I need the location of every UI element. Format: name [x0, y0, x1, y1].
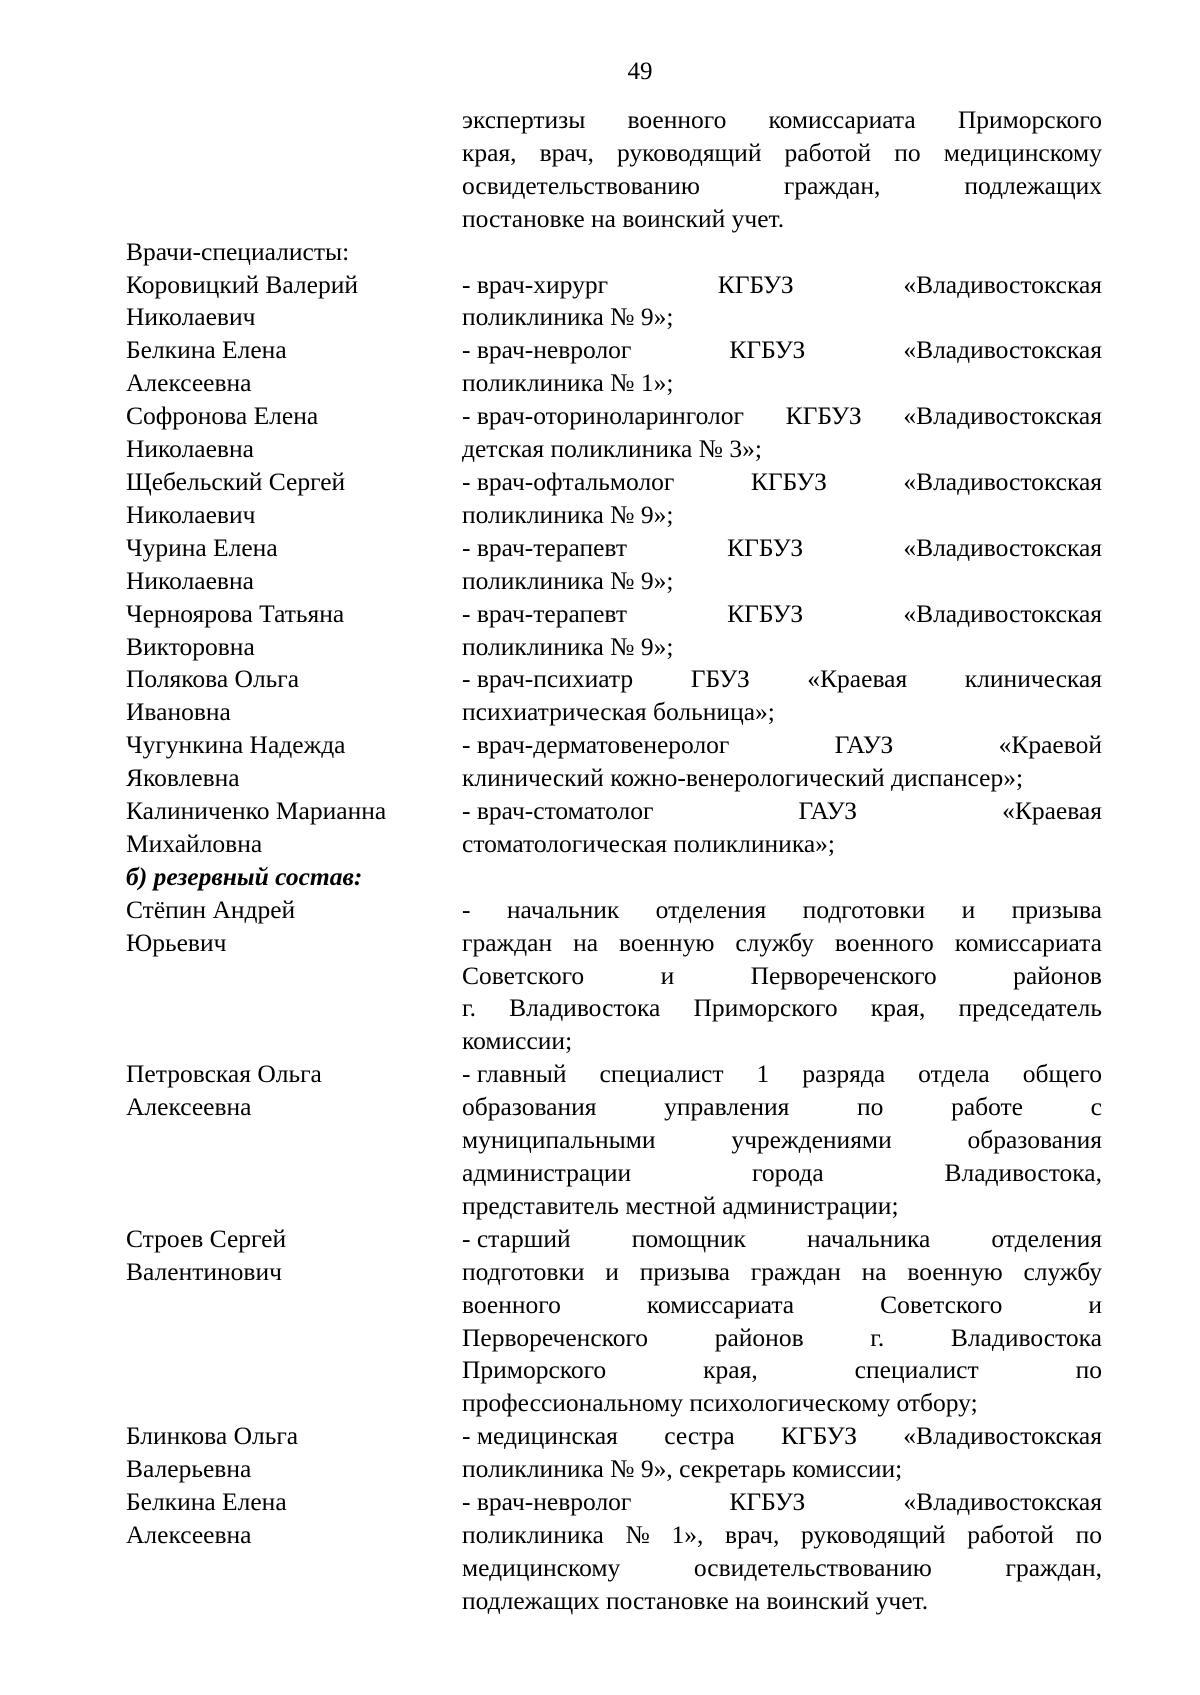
word: «Владивостокская [903, 1487, 1102, 1517]
word: освидетельствованию [462, 170, 700, 200]
word: - врач-дерматовенеролог [462, 730, 730, 760]
specialist-row [126, 334, 1102, 400]
text-line [462, 1058, 1102, 1091]
text-line [462, 269, 1102, 302]
word: «Владивостокская [903, 1421, 1102, 1451]
word: граждан, [783, 170, 881, 200]
word: подготовки [462, 1256, 585, 1286]
word: медицинскому [462, 1552, 621, 1582]
name-line: Алексеевна [126, 368, 252, 398]
word: Приморского [462, 1355, 607, 1385]
word: и [660, 960, 675, 990]
text-line [462, 795, 1102, 828]
word: учреждениями [731, 1125, 892, 1155]
word: г. [462, 993, 476, 1023]
member-role [462, 334, 1102, 400]
word: «Краевая [807, 664, 908, 694]
word: медицинскому [943, 137, 1102, 167]
text-line: представитель местной администрации; [462, 1190, 899, 1220]
word: врач, [539, 137, 594, 167]
name-line: Стёпин Андрей [126, 894, 296, 924]
member-name [126, 1420, 456, 1486]
name-line: Щебельский Сергей [126, 466, 346, 496]
specialist-row [126, 598, 1102, 664]
name-line: Черноярова Татьяна [126, 598, 345, 628]
text-line [462, 1256, 1102, 1289]
word: «Владивостокская [903, 335, 1102, 365]
name-line: Валерьевна [126, 1454, 252, 1484]
word: граждан [750, 1256, 841, 1286]
specialist-row [126, 729, 1102, 795]
word: ГБУЗ [690, 664, 750, 694]
word: администрации [462, 1158, 632, 1187]
reserve-member-row [126, 1420, 1102, 1486]
member-role [462, 1223, 1102, 1420]
text-line [462, 960, 1102, 993]
word: военную [907, 1256, 1003, 1286]
text-line [462, 1552, 1102, 1585]
word: отделения [655, 894, 767, 924]
word: «Краевой [998, 730, 1102, 760]
reserve-heading: б) резервный состав: [126, 861, 363, 891]
word: по [1075, 1355, 1102, 1385]
word: отделения [991, 1223, 1102, 1253]
intro-row [126, 104, 1102, 236]
member-name [126, 269, 456, 335]
text-line [462, 170, 1102, 203]
word: военную [619, 927, 715, 957]
text-line: подлежащих постановке на воинский учет. [462, 1585, 929, 1615]
word: № [625, 1519, 650, 1549]
word: Первореченского [462, 1322, 649, 1352]
word: КГБУЗ [717, 269, 794, 299]
word: - врач-офтальмолог [462, 466, 675, 496]
word: ГАУЗ [798, 796, 858, 826]
word: 1 [756, 1059, 770, 1089]
member-name [126, 795, 456, 861]
text-line: поликлиника № 9»; [462, 565, 674, 595]
text-line [462, 1486, 1102, 1519]
member-name [126, 1223, 456, 1289]
text-line [462, 400, 1102, 433]
word: края, [870, 993, 926, 1023]
text-line [462, 598, 1102, 631]
word: граждан [462, 927, 553, 957]
member-name [126, 598, 456, 664]
word: - врач-невролог [462, 335, 632, 365]
text-line [462, 137, 1102, 170]
specialist-row [126, 795, 1102, 861]
reserve-member-row [126, 894, 1102, 1059]
specialist-row [126, 400, 1102, 466]
word: «Владивостокская [903, 598, 1102, 628]
member-role [462, 269, 1102, 335]
word: Приморского [957, 105, 1102, 134]
name-line: Белкина Елена [126, 1487, 287, 1517]
word: и [961, 894, 976, 924]
word: работой [967, 1519, 1054, 1549]
word: «Краевая [1002, 796, 1102, 826]
word: руководящий [801, 1519, 946, 1549]
word: - врач-терапевт [462, 532, 627, 562]
word: ГАУЗ [834, 730, 894, 760]
word: Советского [880, 1289, 1003, 1319]
text-line [462, 1519, 1102, 1552]
word: края, [703, 1355, 758, 1385]
text-line [462, 334, 1102, 367]
text-line: психиатрическая больница»; [462, 697, 775, 727]
word: 1», [671, 1519, 704, 1549]
text-line: поликлиника № 9»; [462, 631, 674, 661]
word: комиссариата [954, 927, 1102, 957]
word: освидетельствованию [693, 1552, 932, 1582]
text-line: поликлиника № 9»; [462, 302, 674, 332]
name-line: Николаевич [126, 302, 256, 332]
word: врач, [725, 1519, 780, 1549]
text-line: поликлиника № 1»; [462, 368, 674, 398]
member-role [462, 795, 1102, 861]
member-role [462, 1486, 1102, 1618]
member-name [126, 466, 456, 532]
word: Владивостока [509, 993, 661, 1023]
word: отдела [918, 1059, 990, 1089]
word: и [605, 1256, 619, 1286]
name-line: Викторовна [126, 631, 255, 661]
word: по [1075, 1519, 1102, 1549]
name-line: Валентинович [126, 1256, 282, 1286]
specialists-heading-row [126, 236, 1102, 269]
text-line [462, 532, 1102, 565]
text-line [462, 663, 1102, 696]
word: работой [784, 137, 872, 167]
specialist-row [126, 269, 1102, 335]
name-line: Николаевна [126, 434, 254, 464]
name-line: Петровская Ольга [126, 1059, 322, 1089]
member-name [126, 729, 456, 795]
reserve-member-row [126, 1223, 1102, 1420]
member-role [462, 400, 1102, 466]
text-line [462, 1157, 1102, 1190]
specialist-row [126, 663, 1102, 729]
word: службу [735, 927, 814, 957]
text-line [462, 1420, 1102, 1453]
text-line [462, 894, 1102, 927]
reserve-member-row [126, 1486, 1102, 1618]
name-line: Михайловна [126, 828, 263, 858]
word: сестра [664, 1421, 735, 1451]
reserve-list [126, 894, 1102, 1618]
member-name [126, 663, 456, 729]
member-name [126, 334, 456, 400]
reserve-member-row [126, 1058, 1102, 1223]
member-role [462, 466, 1102, 532]
text-line [462, 927, 1102, 960]
word: КГБУЗ [780, 1421, 857, 1451]
word: - врач-невролог [462, 1487, 632, 1517]
word: г. [870, 1322, 885, 1352]
word: и [1088, 1289, 1102, 1319]
name-line: Алексеевна [126, 1519, 252, 1549]
text-line [462, 1223, 1102, 1256]
word: председатель [958, 993, 1102, 1023]
word: по [894, 137, 921, 167]
reserve-heading-row [126, 861, 1102, 894]
word: на [573, 927, 599, 957]
word: начальника [806, 1223, 931, 1253]
word: управления [664, 1092, 790, 1122]
text-line: стоматологическая поликлиника»; [462, 828, 835, 858]
word: города [752, 1158, 824, 1187]
word: - врач-хирург [462, 269, 609, 299]
word: по [857, 1092, 884, 1122]
text-line [462, 104, 1102, 137]
name-line: Полякова Ольга [126, 664, 300, 694]
member-name [126, 1486, 456, 1552]
word: призыва [1011, 894, 1102, 924]
word: образования [967, 1125, 1102, 1155]
text-line [462, 1289, 1102, 1322]
text-line: клинический кожно-венерологический диспансер»; [462, 763, 1024, 793]
text-line: поликлиника № 9»; [462, 499, 674, 529]
word: образования [462, 1092, 597, 1122]
word: - врач-психиатр [462, 664, 634, 694]
name-line: Софронова Елена [126, 401, 319, 431]
text-line [462, 1322, 1102, 1355]
word: призыва [639, 1256, 730, 1286]
name-line: Юрьевич [126, 927, 227, 957]
word: военного [462, 1289, 561, 1319]
word: разряда [802, 1059, 886, 1089]
text-line: постановке на воинский учет. [462, 203, 785, 233]
text-line: профессиональному психологическому отбору; [462, 1388, 978, 1418]
name-line: Николаевич [126, 499, 256, 529]
word: КГБУЗ [785, 401, 862, 431]
word: - врач-терапевт [462, 598, 627, 628]
specialists-list [126, 269, 1102, 861]
word: комиссариата [768, 105, 916, 134]
member-name [126, 1058, 456, 1124]
word: - главный [462, 1059, 567, 1089]
word: «Владивостокская [903, 532, 1102, 562]
word: специалист [599, 1059, 724, 1089]
text-line [462, 1091, 1102, 1124]
member-role [462, 894, 1102, 1059]
text-line [462, 992, 1102, 1025]
word: военного [627, 105, 727, 134]
intro-text [462, 104, 1102, 236]
member-role [462, 532, 1102, 598]
name-line: Чурина Елена [126, 532, 278, 562]
word: комиссариата [646, 1289, 795, 1319]
word: - медицинская [462, 1421, 618, 1451]
specialist-row [126, 466, 1102, 532]
word: районов [714, 1322, 804, 1352]
word: подлежащих [964, 170, 1102, 200]
word: КГБУЗ [727, 532, 804, 562]
name-line: Блинкова Ольга [126, 1421, 299, 1451]
text-line: детская поликлиника № 3»; [462, 434, 762, 464]
word: КГБУЗ [750, 466, 827, 496]
text-line [462, 1124, 1102, 1157]
word: граждан, [1005, 1552, 1102, 1582]
word: КГБУЗ [729, 335, 806, 365]
word: - старший [462, 1223, 571, 1253]
word: районов [1013, 960, 1102, 990]
word: общего [1022, 1059, 1102, 1089]
member-role [462, 729, 1102, 795]
word: «Владивостокская [903, 466, 1102, 496]
member-role [462, 663, 1102, 729]
word: Владивостока [950, 1322, 1102, 1352]
name-line: Николаевна [126, 565, 254, 595]
member-name [126, 532, 456, 598]
word: Владивостока, [944, 1158, 1102, 1187]
word: Первореченского [750, 960, 937, 990]
word: руководящий [616, 137, 762, 167]
page-number: 49 [627, 58, 653, 85]
word: экспертизы [462, 105, 586, 134]
word: «Владивостокская [903, 401, 1102, 431]
word: «Владивостокская [903, 269, 1102, 299]
word: Приморского [693, 993, 838, 1023]
member-name [126, 400, 456, 466]
text-line [462, 466, 1102, 499]
word: работе [951, 1092, 1023, 1122]
text-line [462, 729, 1102, 762]
word: КГБУЗ [729, 1487, 806, 1517]
member-name [126, 894, 456, 960]
word: специалист [854, 1355, 979, 1385]
word: подготовки [802, 894, 926, 924]
text-line [462, 1354, 1102, 1387]
word: с [1090, 1092, 1102, 1122]
name-line: Яковлевна [126, 763, 240, 793]
word: клиническая [964, 664, 1102, 694]
member-role [462, 1058, 1102, 1223]
word: военного [834, 927, 934, 957]
word: службу [1023, 1256, 1102, 1286]
word: поликлиника [462, 1519, 604, 1549]
word: помощник [631, 1223, 746, 1253]
word: на [861, 1256, 887, 1286]
name-line: Чугункина Надежда [126, 730, 346, 760]
word: края, [462, 137, 517, 167]
text-line: комиссии; [462, 1026, 573, 1056]
name-line: Коровицкий Валерий [126, 269, 359, 299]
word: - врач-оториноларинголог [462, 401, 744, 431]
name-line: Алексеевна [126, 1092, 252, 1122]
specialists-heading: Врачи-специалисты: [126, 236, 350, 266]
name-line: Калиниченко Марианна [126, 796, 387, 826]
word: - врач-стоматолог [462, 796, 654, 826]
word: - [462, 894, 471, 924]
name-line: Белкина Елена [126, 335, 287, 365]
member-role [462, 1420, 1102, 1486]
word: КГБУЗ [727, 598, 804, 628]
word: Советского [462, 960, 585, 990]
word: муниципальными [462, 1125, 656, 1155]
member-role [462, 598, 1102, 664]
name-line: Строев Сергей [126, 1223, 287, 1253]
text-line: поликлиника № 9», секретарь комиссии; [462, 1454, 903, 1484]
name-line: Ивановна [126, 697, 231, 727]
specialist-row [126, 532, 1102, 598]
word: начальник [506, 894, 620, 924]
document-body [126, 104, 1102, 1618]
